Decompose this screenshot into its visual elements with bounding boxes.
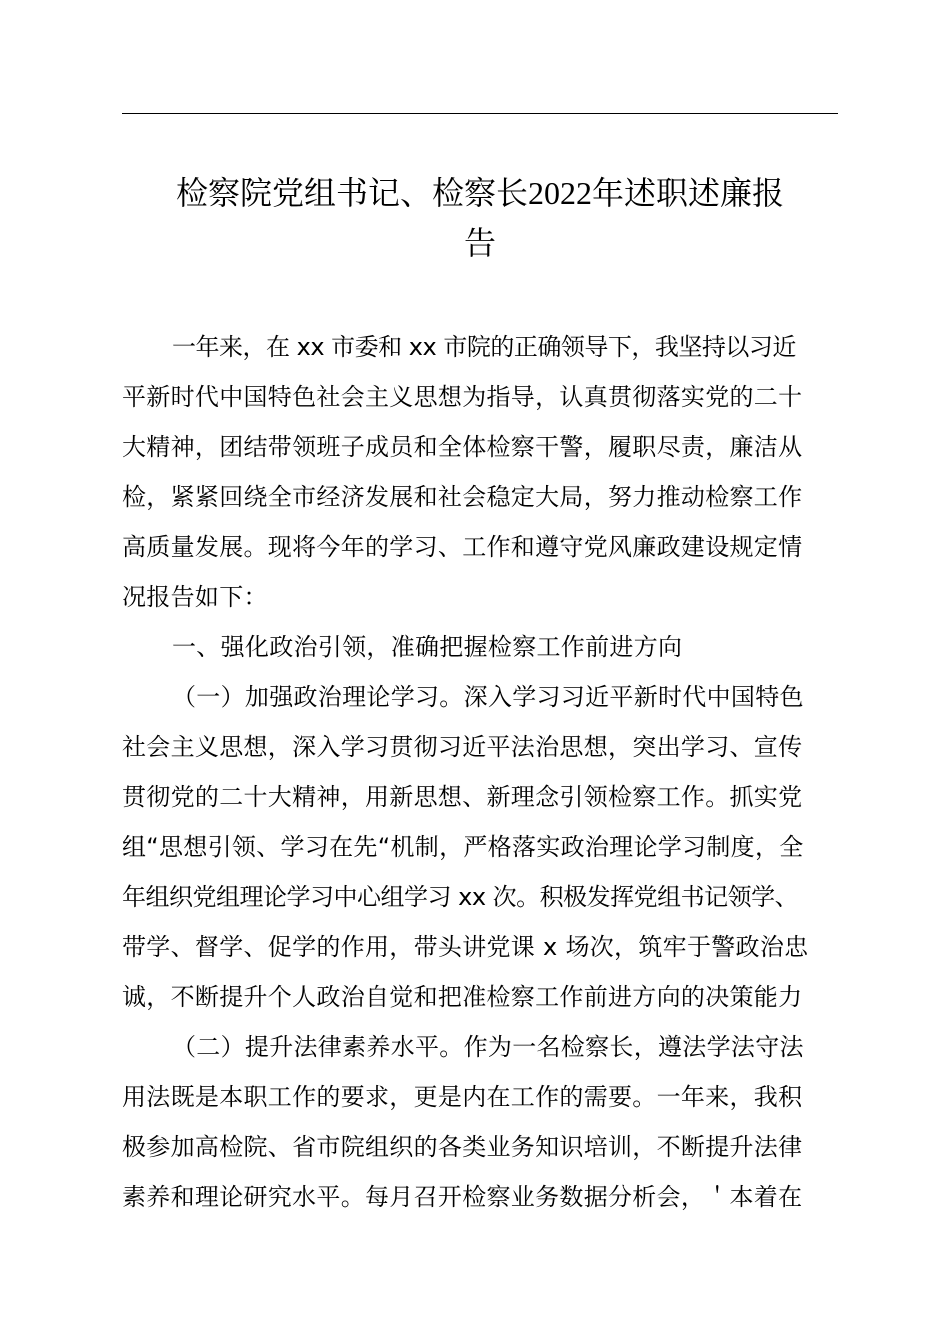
section-heading-1 [122,622,838,672]
title-part-a: 检察院党组书记、检察长 [175,174,528,212]
text-line: 一、强化政治引领，准确把握检察工作前进方向 [172,633,683,661]
text-line: 带学、督学、促学的作用，带头讲党课 x 场次，筑牢于警政治忠 [122,933,809,961]
paragraph-1-1 [122,672,838,1022]
text-line: 年组织党组理论学习中心组学习 xx 次。积极发挥党组书记领学、 [122,883,799,911]
document-body [122,322,838,1222]
title-year: 2022 [528,175,592,211]
text-line: 组“思想引领、学习在先“机制，严格落实政治理论学习制度，全 [122,833,804,861]
document-title [122,168,838,268]
title-part-b: 年述职述廉报 [592,174,785,212]
paragraph-1-2 [122,1022,838,1222]
text-line: 高质量发展。现将今年的学习、工作和遵守党风廉政建设规定情 [122,533,803,561]
text-line: （一）加强政治理论学习。深入学习习近平新时代中国特色 [172,683,804,711]
text-line: 大精神，团结带领班子成员和全体检察干警，履职尽责，廉洁从 [122,433,803,461]
text-line: 平新时代中国特色社会主义思想为指导，认真贯彻落实党的二十 [122,383,803,411]
text-line: 诚，不断提升个人政治自觉和把准检察工作前进方向的决策能力 [122,983,803,1011]
text-line: 素养和理论研究水平。每月召开检察业务数据分析会，＇本着在 [122,1183,803,1211]
text-line: 一年来，在 xx 市委和 xx 市院的正确领导下，我坚持以习近 [172,333,796,361]
text-line: 况报告如下： [122,583,268,611]
title-line-2: 告 [463,224,496,262]
header-rule [122,113,838,114]
text-line: 用法既是本职工作的要求，更是内在工作的需要。一年来，我积 [122,1083,803,1111]
text-line: （二）提升法律素养水平。作为一名检察长，遵法学法守法 [172,1033,804,1061]
text-line: 检，紧紧回绕全市经济发展和社会稳定大局，努力推动检察工作 [122,483,803,511]
text-line: 社会主义思想，深入学习贯彻习近平法治思想，突出学习、宣传 [122,733,803,761]
text-line: 贯彻党的二十大精神，用新思想、新理念引领检察工作。抓实党 [122,783,803,811]
text-line: 极参加高检院、省市院组织的各类业务知识培训，不断提升法律 [122,1133,803,1161]
paragraph-intro [122,322,838,622]
